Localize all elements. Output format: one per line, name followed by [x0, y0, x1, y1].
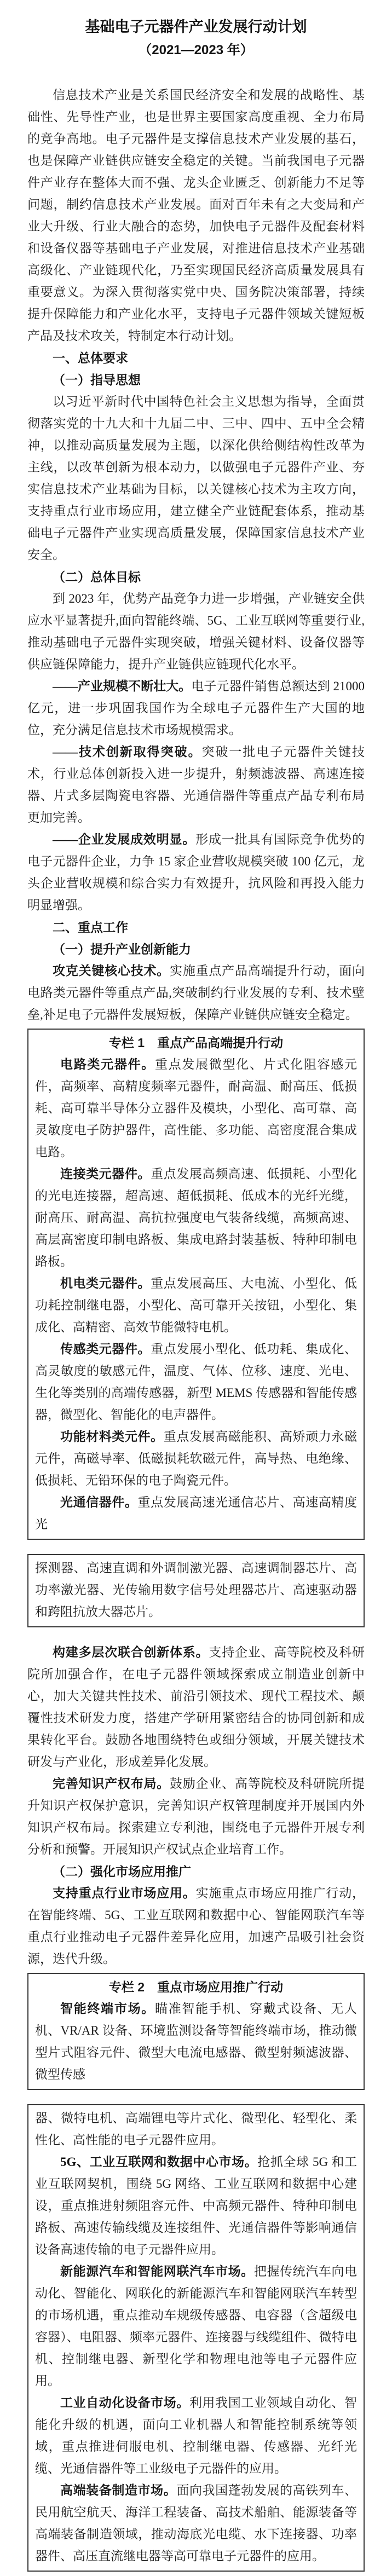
box1-item-optical: [35, 1492, 357, 1535]
box2-item-vehicle-text: 把握传统汽车向电动化、智能化、网联化的新能源汽车和智能网联汽车转型的市场机遇，重点推动车规级传感器、电容器（含超级电容器）、电阻器、频率元器件、连接器与线缆组件、微特电机、控制继电器、新型化学和物理电池等电子元器件应用。: [35, 2265, 358, 2388]
overall-goal-paragraph: 到 2023 年，优势产品竞争力进一步增强，产业链安全供应水平显著提升,面向智能终端、5G、工业互联网等重要行业,推动基础电子元器件实现突破，增强关键材料、设备仪器等供应链保障能力，提升产业链供应链现代化水平。: [27, 592, 365, 671]
box1-item-optical-text: 重点发展高速光通信芯片、高速高精度光: [35, 1495, 358, 1531]
attack-tech-text: 实施重点产品高端提升行动，面向电路类元器件等重点产品,突破制约行业发展的专利、技术壁垒,补足电子元器件发展短板，保障产业链供应链安全稳定。: [27, 964, 365, 1021]
box1-item-circuit: [35, 1054, 357, 1163]
special-column-1-part-a: [27, 1029, 365, 1540]
box1-item-material-lead: 功能材料类元件。: [60, 1430, 164, 1443]
ipr-paragraph: [27, 1773, 365, 1861]
box2-item-equipment: [35, 2480, 357, 2567]
box2-item-vehicle: [35, 2261, 357, 2392]
box1-item-connect-text: 重点发展高频高速、低损耗、小型化的光电连接器，超高速、超低损耗、低成本的光纤光缆，耐高压、耐高温、高抗拉强度电气装备线缆，高频高速、高层高密度印制电路板、集成电路封装基板、特种印制电路板。: [35, 1167, 358, 1268]
goal-firm-lead: ——企业发展成效明显。: [53, 833, 196, 846]
goal-tech-paragraph: [27, 741, 365, 829]
section-1-1-heading: （一）指导思想: [53, 373, 141, 387]
goal-scale-paragraph: [27, 675, 365, 741]
special-column-2-part-b: [27, 2104, 365, 2572]
goal-scale-text: 电子元器件销售总额达到 21000 亿元，进一步巩固我国作为全球电子元器件生产大国的地位，充分满足信息技术市场规模需求。: [27, 679, 365, 737]
ipr-text: 鼓励企业、高等院校及科研院所提升知识产权保护意识，完善知识产权管理制度并开展国内外知识产权布局。探索建立专利池，围绕电子元器件开展专利分析和预警。开展知识产权试点企业培育工作。: [27, 1777, 365, 1856]
box2-item-5g-text: 抢抓全球 5G 和工业互联网契机，围绕 5G 网络、工业互联网和数据中心建设，重点推进射频阻容元件、中高频元器件、特种印制电路板、高速传输线缆及连接组件、光通信器件等影响通信设备高速传输的电子元器件应用。: [35, 2155, 357, 2256]
box2-item-equipment-text: 面向我国蓬勃发展的高铁列车、民用航空航天、海洋工程装备、高技术船舶、能源装备等高端装备制造领域，推动海底光电缆、水下连接器、功率器件、高压直流继电器等高可靠电子元器件的应用。: [35, 2483, 358, 2563]
innovation-system-text: 支持企业、高等院校及科研院所加强合作，在电子元器件领域探索成立制造业创新中心，加大关键共性技术、前沿引领技术、现代工程技术、颠覆性技术研发力度，搭建产学研用紧密结合的协同创新和成果转化平台。鼓励各地围绕特色或细分领域，开展关键技术研发与产业化，形成差异化发展。: [27, 1645, 365, 1769]
box2-item-industrial: [35, 2392, 357, 2480]
ipr-lead: 完善知识产权布局。: [53, 1777, 170, 1791]
special-column-2-part-a: [27, 1973, 365, 2090]
box1-item-sensor: [35, 1338, 357, 1426]
box2-item-industrial-lead: 工业自动化设备市场。: [60, 2396, 189, 2410]
box1-item-electromech-text: 重点发展高压、大电流、小型化、低功耗控制继电器，小型化、高可靠开关按钮，小型化、集成化、高精密、高效节能微特电机。: [35, 1277, 358, 1334]
box2-item-terminal-lead: 智能终端市场。: [60, 2002, 155, 2015]
box1-item-electromech: [35, 1273, 357, 1338]
box1-item-connect: [35, 1163, 357, 1273]
box1-item-connect-lead: 连接类元器件。: [60, 1167, 151, 1181]
guiding-thought-paragraph: 以习近平新时代中国特色社会主义思想为指导，全面贯彻落实党的十九大和十九届二中、三中、四中、五中全会精神，以推动高质量发展为主题，以深化供给侧结构性改革为主线，以改革创新为根本动力，以做强电子元器件产业、夯实信息技术产业基础为目标，以关键核心技术为主攻方向，支持重点行业市场应用，建立健全产业链配套体系，推动基础电子元器件产业实现高质量发展，保障国家信息技术产业安全。: [27, 395, 365, 562]
box2-item-terminal: [35, 1998, 357, 2086]
box2-item-terminal-text: 瞄准智能手机、穿戴式设备、无人机、VR/AR 设备、环境监测设备等智能终端市场，推动微型片式阻容元件、微型大电流电感器、微型射频滤波器、微型传感: [35, 2002, 358, 2081]
innovation-system-paragraph: [27, 1642, 365, 1773]
attack-tech-paragraph: [27, 960, 365, 1026]
box1-item-material: [35, 1426, 357, 1492]
section-1-2-heading: （二）总体目标: [53, 570, 141, 584]
document-title: 基础电子元器件产业发展行动计划: [85, 19, 307, 35]
box1-continuation-text: 探测器、高速直调和外调制激光器、高速调制器芯片、高功率激光器、光传输用数字信号处理器芯片、高速驱动器和跨阻抗放大器芯片。: [35, 1561, 357, 1619]
box1-item-sensor-lead: 传感类元器件。: [60, 1342, 151, 1356]
market-application-paragraph: [27, 1882, 365, 1970]
box1-item-sensor-text: 重点发展小型化、低功耗、集成化、高灵敏度的敏感元件，温度、气体、位移、速度、光电、生化等类别的高端传感器，新型 MEMS 传感器和智能传感器，微型化、智能化的电声器件。: [35, 1342, 358, 1422]
special-column-2-title: 专栏 2 重点市场应用推广行动: [108, 1980, 284, 1994]
box2-item-equipment-lead: 高端装备制造市场。: [60, 2483, 177, 2497]
intro-paragraph: 信息技术产业是关系国民经济安全和发展的战略性、基础性、先导性产业，也是世界主要国家高度重视、全力布局的竞争高地。电子元器件是支撑信息技术产业发展的基石，也是保障产业链供应链安全稳定的关键。当前我国电子元器件产业存在整体大而不强、龙头企业匮乏、创新能力不足等问题，制约信息技术产业发展。面对百年未有之大变局和产业大升级、行业大融合的态势，加快电子元器件及配套材料和设备仪器等基础电子产业发展，对推进信息技术产业基础高级化、产业链现代化，乃至实现国民经济高质量发展具有重要意义。为深入贯彻落实党中央、国务院决策部署，持续提升保障能力和产业化水平，支持电子元器件领域关键短板产品及技术攻关，特制定本行动计划。: [27, 88, 365, 343]
document-subtitle: （2021—2023 年）: [139, 43, 253, 57]
section-2-1-heading: （一）提升产业创新能力: [53, 942, 191, 956]
box1-item-circuit-text: 重点发展微型化、片式化阻容感元件，高频率、高精度频率元器件，耐高温、耐高压、低损耗、高可靠半导体分立器件及模块，小型化、高可靠、高灵敏度电子防护器件，高性能、多功能、高密度混合集成电路。: [35, 1058, 358, 1159]
market-application-text: 实施重点市场应用推广行动，在智能终端、5G、工业互联网和数据中心、智能网联汽车等重点行业推动电子元器件差异化应用，加速产品吸引社会资源，迭代升级。: [27, 1886, 365, 1966]
box1-item-circuit-lead: 电路类元器件。: [60, 1058, 155, 1071]
goal-tech-lead: ——技术创新取得突破。: [53, 745, 202, 759]
goal-scale-lead: ——产业规模不断壮大。: [53, 679, 192, 693]
box1-item-optical-lead: 光通信器件。: [60, 1495, 138, 1509]
goal-firm-paragraph: [27, 829, 365, 916]
box1-item-electromech-lead: 机电类元器件。: [60, 1277, 151, 1290]
special-column-1-part-b: [27, 1554, 365, 1627]
box2-item-5g-lead: 5G、工业互联网和数据中心市场。: [60, 2155, 258, 2169]
goal-firm-text: 形成一批具有国际竞争优势的电子元器件企业，力争 15 家企业营收规模突破 100 亿元，龙头企业营收规模和综合实力有效提升，抗风险和再投入能力明显增强。: [27, 833, 365, 912]
section-2-heading: 二、重点工作: [53, 920, 128, 934]
box2-item-vehicle-lead: 新能源汽车和智能网联汽车市场。: [60, 2265, 254, 2278]
box1-item-material-text: 重点发展高磁能积、高矫顽力永磁元件，高磁导率、低磁损耗软磁元件，高导热、电绝缘、低损耗、无铅环保的电子陶瓷元件。: [35, 1430, 358, 1487]
section-1-heading: 一、总体要求: [53, 351, 128, 365]
goal-tech-text: 突破一批电子元器件关键技术，行业总体创新投入进一步提升，射频滤波器、高速连接器、片式多层陶瓷电容器、光通信器件等重点产品专利布局更加完善。: [27, 745, 365, 824]
section-2-2-heading: （二）强化市场应用推广: [53, 1864, 191, 1879]
box2-item-5g: [35, 2151, 357, 2261]
innovation-system-lead: 构建多层次联合创新体系。: [53, 1645, 209, 1659]
market-application-lead: 支持重点行业市场应用。: [53, 1886, 196, 1900]
box2-continuation-text: 器、微特电机、高端锂电等片式化、微型化、轻型化、柔性化、高性能的电子元器件应用。: [35, 2111, 357, 2147]
box2-item-industrial-text: 利用我国工业领域自动化、智能化升级的机遇，面向工业机器人和智能控制系统等领域，重点推进伺服电机、控制继电器、传感器、光纤光缆、光通信器件等工业级电子元器件的应用。: [35, 2396, 358, 2475]
attack-tech-lead: 攻克关键核心技术。: [53, 964, 170, 978]
special-column-1-title: 专栏 1 重点产品高端提升行动: [108, 1036, 284, 1050]
